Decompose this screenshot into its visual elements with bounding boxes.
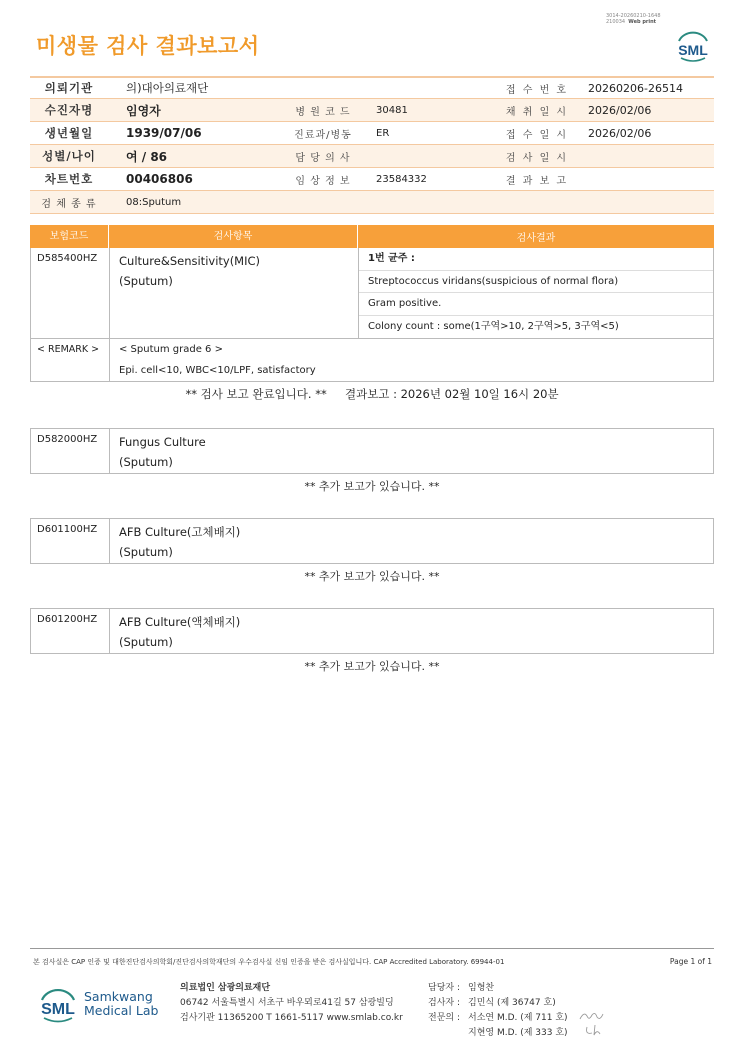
staff-list — [428, 981, 568, 1041]
section-code: D601100HZ — [31, 519, 110, 563]
info-row-sex-age — [30, 145, 714, 168]
patient-info-table — [30, 76, 714, 214]
institution-label: 의뢰기관 — [44, 81, 94, 95]
page-number: Page 1 of 1 — [669, 957, 712, 966]
cap-accreditation: 본 검사실은 CAP 인증 및 대한진단검사의학회/진단검사의학재단의 우수검사실 신임 인증을 받은 검사실입니다. CAP Accredited Laboratory. 69944-01 — [33, 958, 505, 966]
org-name: 의료법인 삼광의료재단 — [180, 983, 271, 993]
org-contact: 검사기관 11365200 T 1661-5117 www.smlab.co.kr — [180, 1013, 403, 1023]
result-row-culture — [30, 248, 714, 339]
remark-body — [110, 339, 713, 381]
additional-report-note: ** 추가 보고가 있습니다. ** — [304, 570, 440, 583]
remark-line: Epi. cell<10, WBC<10/LPF, satisfactory — [119, 365, 316, 376]
sex-age-label: 성별/나이 — [42, 149, 96, 163]
svg-text:SML: SML — [678, 42, 708, 58]
signature-image — [578, 1009, 608, 1023]
section-item-name: AFB Culture(액체배지) — [119, 615, 241, 629]
institution-value: 의)대아의료재단 — [126, 81, 209, 95]
sml-logo — [673, 27, 713, 63]
print-meta-line2 — [606, 19, 661, 25]
test-date-label: 검 사 일 시 — [505, 152, 569, 164]
patient-label: 수진자명 — [44, 103, 94, 117]
section-item-specimen: (Sputum) — [119, 455, 173, 469]
footer-divider — [30, 948, 714, 949]
dept-label: 진료과/병동 — [294, 129, 352, 141]
sex-age-value: 여 / 86 — [126, 149, 168, 164]
staff-value: 김민식 (제 36747 호) — [468, 998, 556, 1008]
section-item-name: Fungus Culture — [119, 435, 206, 449]
chart-value: 00406806 — [126, 172, 193, 186]
results-header — [30, 225, 714, 248]
additional-report-note: ** 추가 보고가 있습니다. ** — [304, 660, 440, 673]
hospital-code-label: 병 원 코 드 — [295, 106, 351, 118]
receipt-date-value: 2026/02/06 — [588, 126, 652, 140]
remark-label: < REMARK > — [31, 339, 110, 381]
report-title: 미생물 검사 결과보고서 — [36, 34, 260, 58]
chart-label: 차트번호 — [44, 172, 94, 186]
staff-row — [428, 981, 568, 996]
section-afb-liquid — [30, 608, 714, 654]
section-item-specimen: (Sputum) — [119, 545, 173, 559]
dob-value: 1939/07/06 — [126, 126, 202, 140]
print-meta-code: 210034 — [606, 19, 626, 25]
staff-label: 담당자 : — [428, 983, 460, 993]
header-result: 검사결과 — [516, 233, 556, 244]
info-row-institution — [30, 76, 714, 99]
staff-row — [428, 1011, 568, 1026]
result-values — [359, 248, 713, 338]
info-row-specimen — [30, 191, 714, 214]
signature-image — [584, 1023, 608, 1037]
sml-footer-logo — [36, 983, 80, 1025]
section-fungus — [30, 428, 714, 474]
dept-value: ER — [376, 127, 390, 139]
specimen-label: 검 체 종 류 — [41, 198, 97, 210]
receipt-no-value: 20260206-26514 — [588, 81, 683, 95]
org-info — [180, 981, 403, 1026]
staff-value: 서소연 M.D. (제 711 호) — [468, 1013, 568, 1023]
receipt-date-label: 접 수 일 시 — [505, 129, 569, 141]
info-row-dob — [30, 122, 714, 145]
report-complete-note: ** 검사 보고 완료입니다. ** 결과보고 : 2026년 02월 10일 16시 20분 — [185, 387, 559, 401]
header-code: 보험코드 — [30, 225, 109, 248]
print-meta — [606, 13, 661, 25]
clinical-label: 임 상 정 보 — [295, 175, 351, 187]
dob-label: 생년월일 — [44, 126, 94, 140]
additional-report-note: ** 추가 보고가 있습니다. ** — [304, 480, 440, 493]
svg-text:SML: SML — [41, 1001, 75, 1018]
section-item-specimen: (Sputum) — [119, 635, 173, 649]
result-line: Colony count : some(1구역>10, 2구역>5, 3구역<5) — [368, 320, 619, 332]
staff-row — [428, 1026, 568, 1041]
collect-date-value: 2026/02/06 — [588, 103, 652, 117]
staff-row — [428, 996, 568, 1011]
remark-line: < Sputum grade 6 > — [119, 344, 223, 355]
header-item: 검사항목 — [109, 225, 358, 248]
brand-line1: Samkwang — [84, 989, 153, 1004]
clinical-value: 23584332 — [376, 173, 427, 185]
staff-label — [428, 1026, 468, 1041]
result-item-specimen: (Sputum) — [119, 274, 173, 288]
section-item — [110, 519, 240, 563]
section-item — [110, 609, 240, 653]
result-code: D585400HZ — [31, 248, 110, 338]
patient-value: 임영자 — [126, 103, 161, 118]
brand-name — [84, 990, 158, 1018]
web-print-label: Web print — [628, 19, 657, 25]
info-row-patient — [30, 99, 714, 122]
result-line: 1번 균주 : — [359, 248, 713, 271]
staff-value: 지현영 M.D. (제 333 호) — [468, 1028, 568, 1038]
report-label: 결 과 보 고 — [505, 175, 569, 187]
section-afb-solid — [30, 518, 714, 564]
staff-value: 임형찬 — [468, 983, 495, 993]
results-table — [30, 225, 714, 382]
section-item-name: AFB Culture(고체배지) — [119, 525, 241, 539]
brand-line2: Medical Lab — [84, 1003, 159, 1018]
result-line: Gram positive. — [359, 293, 713, 316]
print-meta-line1: 3014-20260210-1648 — [606, 13, 661, 19]
receipt-no-label: 접 수 번 호 — [505, 84, 569, 96]
doctor-label: 담 당 의 사 — [295, 152, 351, 164]
org-address: 06742 서울특별시 서초구 바우뫼로41길 57 삼광빌딩 — [180, 998, 394, 1008]
result-item-name: Culture&Sensitivity(MIC) — [119, 254, 261, 268]
hospital-code-value: 30481 — [376, 104, 408, 116]
section-code: D601200HZ — [31, 609, 110, 653]
section-item — [110, 429, 206, 473]
info-row-chart — [30, 168, 714, 191]
remark-row — [30, 339, 714, 382]
staff-label: 검사자 : — [428, 998, 460, 1008]
section-code: D582000HZ — [31, 429, 110, 473]
specimen-value: 08:Sputum — [126, 196, 182, 208]
staff-label: 전문의 : — [428, 1013, 460, 1023]
result-line: Streptococcus viridans(suspicious of normal flora) — [359, 271, 713, 294]
result-item — [110, 248, 359, 338]
collect-date-label: 채 취 일 시 — [505, 106, 569, 118]
